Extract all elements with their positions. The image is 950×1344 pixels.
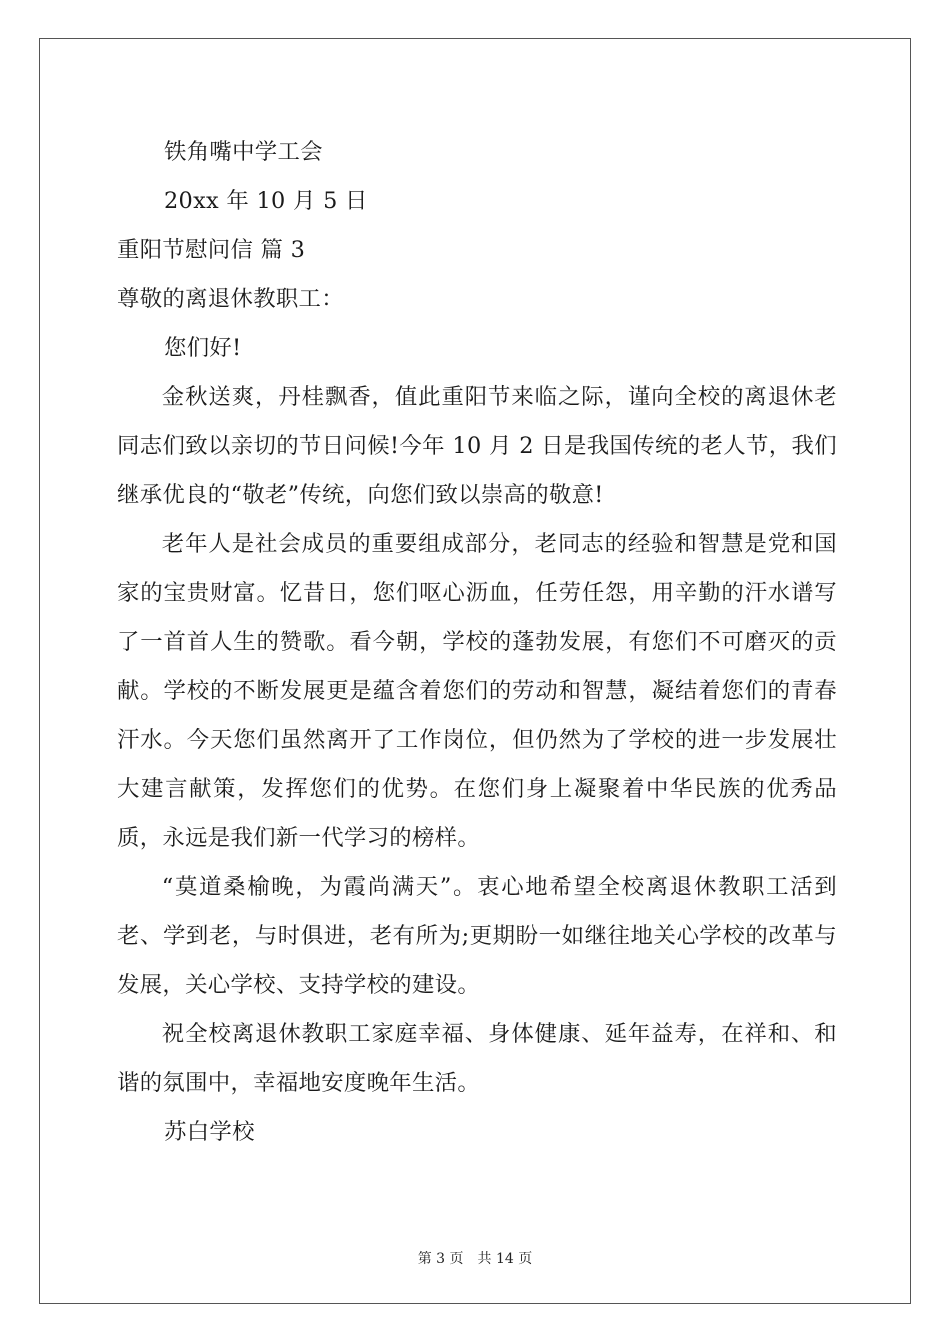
page-number: 第 3 页 [417,1251,464,1267]
closing-organization: 苏白学校 [164,1119,255,1145]
paragraph-3: “莫道桑榆晚，为霞尚满天”。衷心地希望全校离退休教职工活到老、学到老，与时俱进，老有所为;更期盼一如继往地关心学校的改革与发展，关心学校、支持学校的建设。 [117,874,837,998]
paragraph-4: 祝全校离退休教职工家庭幸福、身体健康、延年益寿，在祥和、和谐的氛围中，幸福地安度晚年生活。 [117,1021,837,1096]
salutation: 尊敬的离退休教职工： [117,286,344,312]
paragraph-1: 金秋送爽，丹桂飘香，值此重阳节来临之际，谨向全校的离退休老同志们致以亲切的节日问候!今年 10 月 2 日是我国传统的老人节，我们继承优良的“敬老”传统，向您们致以崇高的敬意! [117,384,837,508]
letter-body [117,128,837,1157]
page-total: 共 14 页 [477,1251,533,1267]
signature-date: 20xx 年 10 月 5 日 [164,188,368,214]
section-title: 重阳节慰问信 篇 3 [117,237,306,263]
page-footer [0,1248,950,1268]
signature-organization: 铁角嘴中学工会 [164,139,323,165]
paragraph-2: 老年人是社会成员的重要组成部分，老同志的经验和智慧是党和国家的宝贵财富。忆昔日，您们呕心沥血，任劳任怨，用辛勤的汗水谱写了一首首人生的赞歌。看今朝，学校的蓬勃发展，有您们不可磨灭的贡献。学校的不断发展更是蕴含着您们的劳动和智慧，凝结着您们的青春汗水。今天您们虽然离开了工作岗位，但仍然为了学校的进一步发展壮大建言献策，发挥您们的优势。在您们身上凝聚着中华民族的优秀品质，永远是我们新一代学习的榜样。 [117,531,837,851]
greeting: 您们好! [164,335,242,361]
